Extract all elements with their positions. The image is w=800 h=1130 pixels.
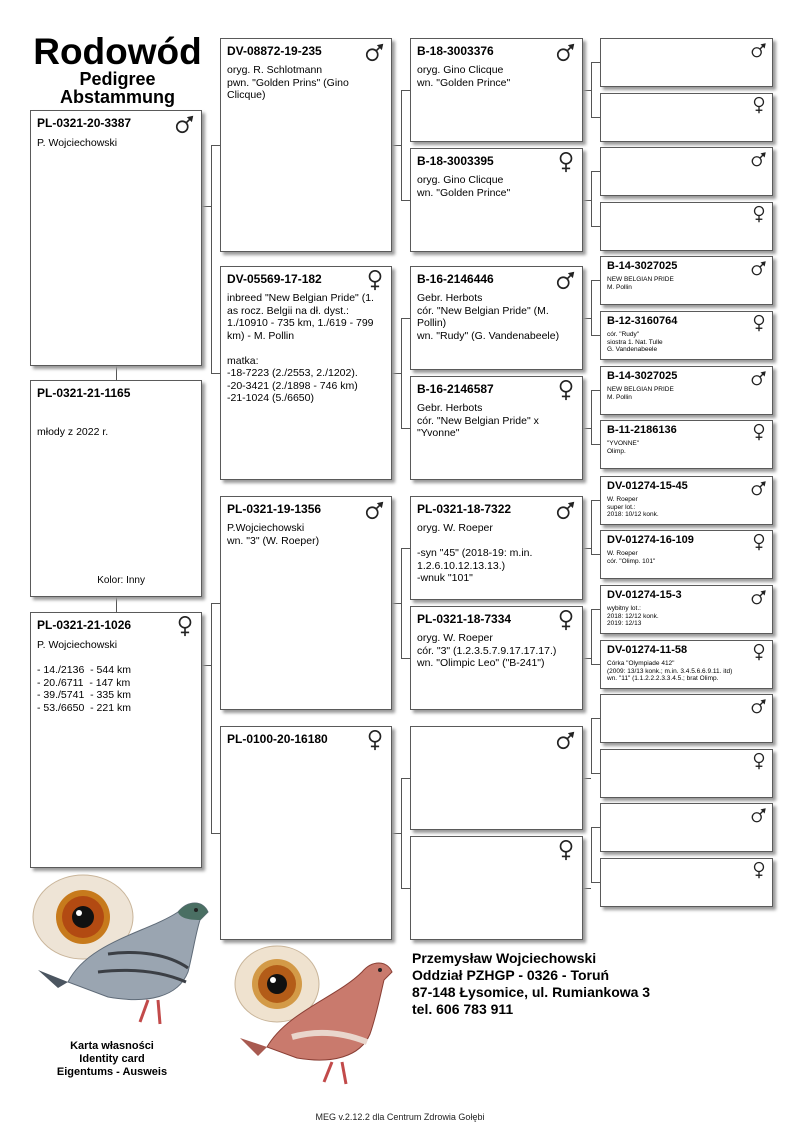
connector-line [591, 444, 600, 445]
connector-line [583, 318, 591, 319]
ring-number: B-18-3003376 [417, 44, 494, 58]
pigeon-info: Gebr. Herbots cór. "New Belgian Pride" (M. Pollin) wn. "Rudy" (G. Vandenabeele) [417, 292, 560, 342]
connector-line [583, 428, 591, 429]
subject-info: P. Wojciechowski [37, 137, 118, 149]
connector-line [202, 206, 211, 207]
ring-number: DV-05569-17-182 [227, 272, 322, 286]
card-line-pl: Karta własności [70, 1040, 154, 1052]
connector-line [401, 548, 402, 658]
great-grandparent-card[interactable] [600, 749, 773, 798]
owner-branch: Oddział PZHGP - 0326 - Toruń [412, 967, 610, 983]
great-grandparent-card[interactable] [600, 93, 773, 142]
connector-line [583, 90, 591, 91]
subtitle-pedigree: Pedigree [79, 69, 156, 89]
female-icon [750, 423, 768, 441]
pigeon-illustration-blue [28, 872, 218, 1037]
pigeon-info: oryg. W. Roeper -syn "45" (2018-19: m.in. 1.2.6.10.12.13.13.) -wnuk "101" [417, 522, 533, 584]
male-icon [364, 499, 386, 521]
connector-line [583, 548, 591, 549]
pigeon-info: oryg. W. Roeper cór. "3" (1.2.3.5.7.9.17.17.17.) wn. "Olimpic Leo" ("B-241") [417, 632, 557, 669]
grandparent-card[interactable] [410, 606, 583, 710]
great-grandparent-card[interactable] [600, 256, 773, 305]
male-icon [750, 259, 768, 277]
pigeon-info: NEW BELGIAN PRIDE M. Pollin [607, 386, 674, 401]
great-grandparent-card[interactable] [600, 803, 773, 852]
connector-line [392, 145, 401, 146]
connector-line [591, 827, 600, 828]
pigeon-info: W. Roeper cór. "Olimp. 101" [607, 550, 656, 565]
ring-number: PL-0321-18-7334 [417, 612, 512, 626]
male-icon [750, 150, 768, 168]
dam-card[interactable] [220, 266, 392, 480]
ring-number: PL-0321-18-7322 [417, 502, 512, 516]
male-icon [555, 41, 577, 63]
hen-card[interactable] [30, 612, 202, 868]
great-grandparent-card[interactable] [600, 640, 773, 689]
connector-line [591, 773, 600, 774]
hen-ring-number: PL-0321-21-1026 [37, 618, 132, 632]
young-ring-number: PL-0321-21-1165 [37, 386, 131, 400]
connector-line [591, 882, 600, 883]
connector-line [591, 226, 600, 227]
female-icon [555, 151, 577, 173]
male-icon [750, 369, 768, 387]
grandparent-card[interactable] [410, 376, 583, 480]
male-icon [750, 588, 768, 606]
connector-line [401, 318, 410, 319]
connector-line [401, 658, 410, 659]
connector-line [401, 428, 410, 429]
ring-number: DV-01274-15-45 [607, 480, 688, 492]
pigeon-info: "YVONNE" Olimp. [607, 440, 640, 455]
connector-line [583, 778, 591, 779]
ring-number: DV-01274-15-3 [607, 589, 682, 601]
pigeon-info: P.Wojciechowski wn. "3" (W. Roeper) [227, 522, 320, 547]
connector-line [211, 833, 220, 834]
ring-number: B-18-3003395 [417, 154, 494, 168]
male-icon [750, 41, 768, 59]
connector-line [591, 335, 600, 336]
connector-line [211, 145, 220, 146]
female-icon [555, 379, 577, 401]
dam2-card[interactable] [220, 726, 392, 940]
connector-line [591, 554, 600, 555]
connector-line [583, 888, 591, 889]
male-icon [555, 269, 577, 291]
female-icon [364, 269, 386, 291]
pigeon-info: Córka "Olympiade 412" (2009: 13/13 konk.; m.in. 3.4.5.6.6.9.11. itd) wn. "11" (1.1.2.2.2.3.3.4.5.; brat Olimp. [607, 660, 733, 682]
female-icon [750, 533, 768, 551]
ring-number: DV-01274-16-109 [607, 534, 694, 546]
connector-line [211, 603, 212, 833]
pigeon-illustration-red [232, 942, 402, 1087]
connector-line [591, 609, 600, 610]
connector-line [401, 548, 410, 549]
page-title: Rodowód [33, 31, 202, 72]
card-line-de: Eigentums - Ausweis [56, 1066, 168, 1078]
grandparent-card[interactable] [410, 836, 583, 940]
female-icon [555, 609, 577, 631]
hen-info: P. Wojciechowski - 14./2136 - 544 km - 20./6711 - 147 km - 39./5741 - 335 km - 53./6650 - 221 km [37, 639, 131, 714]
sire-card[interactable] [220, 38, 392, 252]
connector-line [591, 62, 600, 63]
connector-line [401, 90, 410, 91]
male-icon [750, 806, 768, 824]
great-grandparent-card[interactable] [600, 585, 773, 634]
pigeon-info: oryg. R. Schlotmann pwn. "Golden Prins" (Gino Clicque) [227, 64, 349, 101]
connector-line [591, 117, 600, 118]
ring-number: PL-0100-20-16180 [227, 732, 328, 746]
pigeon-info: oryg. Gino Clicque wn. "Golden Prince" [417, 174, 511, 199]
owner-phone: tel. 606 783 911 [412, 1001, 514, 1017]
connector-line [401, 90, 402, 200]
color-label: Kolor: Inny [97, 575, 145, 586]
great-grandparent-card[interactable] [600, 311, 773, 360]
grandparent-card[interactable] [410, 148, 583, 252]
subject-card[interactable] [30, 110, 202, 366]
ring-number: B-16-2146587 [417, 382, 494, 396]
ring-number: B-16-2146446 [417, 272, 494, 286]
grandparent-card[interactable] [410, 726, 583, 830]
connector-line [211, 145, 212, 374]
pigeon-info: inbreed "New Belgian Pride" (1. as rocz. Belgii na dł. dyst.: 1./10910 - 735 km, 1./619 - 799 km) - M. Pollin matka: -18-7223 (2./2553, 2./1202). -20-3421 (2./1898 - 746 km) -21-1024 (5./6650) [227, 292, 374, 404]
grandparent-card[interactable] [410, 38, 583, 142]
connector-line [401, 200, 410, 201]
connector-line [392, 833, 401, 834]
great-grandparent-card[interactable] [600, 530, 773, 579]
young-pigeon-card[interactable] [30, 380, 202, 597]
connector-line [116, 366, 117, 380]
female-icon [364, 729, 386, 751]
connector-line [401, 778, 410, 779]
grandparent-card[interactable] [410, 496, 583, 600]
great-grandparent-card[interactable] [600, 420, 773, 469]
female-icon [750, 861, 768, 879]
connector-line [591, 390, 592, 444]
connector-line [591, 500, 600, 501]
pigeon-info: NEW BELGIAN PRIDE M. Pollin [607, 276, 674, 291]
female-icon [174, 615, 196, 637]
ring-number: DV-01274-11-58 [607, 644, 688, 656]
connector-line [591, 664, 600, 665]
ring-number: B-14-3027025 [607, 370, 678, 382]
ring-number: B-14-3027025 [607, 260, 678, 272]
female-icon [750, 643, 768, 661]
card-line-en: Identity card [79, 1053, 145, 1065]
connector-line [116, 597, 117, 612]
male-icon [174, 113, 196, 135]
connector-line [591, 390, 600, 391]
connector-line [591, 280, 600, 281]
ring-number: B-12-3160764 [607, 315, 678, 327]
male-icon [555, 499, 577, 521]
connector-line [401, 318, 402, 428]
identity-card-caption [22, 1040, 202, 1079]
connector-line [392, 603, 401, 604]
connector-line [591, 171, 600, 172]
owner-address: 87-148 Łysomice, ul. Rumiankowa 3 [412, 984, 651, 1000]
subject-ring-number: PL-0321-20-3387 [37, 116, 132, 130]
connector-line [591, 171, 592, 226]
subtitle-abstammung: Abstammung [59, 87, 175, 107]
female-icon [750, 314, 768, 332]
connector-line [591, 718, 592, 773]
connector-line [591, 609, 592, 664]
male-icon [750, 697, 768, 715]
female-icon [750, 96, 768, 114]
great-grandparent-card[interactable] [600, 366, 773, 415]
great-grandparent-card[interactable] [600, 694, 773, 743]
great-grandparent-card[interactable] [600, 858, 773, 907]
young-info: młody z 2022 r. [37, 426, 109, 438]
footer-version: MEG v.2.12.2 dla Centrum Zdrowia Gołębi [315, 1112, 485, 1122]
connector-line [401, 888, 410, 889]
ring-number: PL-0321-19-1356 [227, 502, 322, 516]
male-icon [555, 729, 577, 751]
great-grandparent-card[interactable] [600, 202, 773, 251]
connector-line [401, 778, 402, 888]
female-icon [750, 205, 768, 223]
connector-line [583, 658, 591, 659]
pigeon-info: Gebr. Herbots cór. "New Belgian Pride" x "Yvonne" [417, 402, 539, 439]
owner-info [412, 950, 650, 1018]
connector-line [591, 280, 592, 335]
grandparent-card[interactable] [410, 266, 583, 370]
female-icon [555, 839, 577, 861]
great-grandparent-card[interactable] [600, 147, 773, 196]
great-grandparent-card[interactable] [600, 38, 773, 87]
male-icon [750, 479, 768, 497]
connector-line [211, 603, 220, 604]
connector-line [392, 373, 401, 374]
pigeon-info: W. Roeper super lot.: 2018: 10/12 konk. [607, 496, 659, 518]
connector-line [211, 373, 220, 374]
male-icon [364, 41, 386, 63]
connector-line [591, 827, 592, 882]
connector-line [583, 200, 591, 201]
sire2-card[interactable] [220, 496, 392, 710]
connector-line [591, 500, 592, 554]
female-icon [750, 752, 768, 770]
pigeon-info: oryg. Gino Clicque wn. "Golden Prince" [417, 64, 511, 89]
ring-number: B-11-2186136 [607, 424, 677, 436]
pigeon-info: cór. "Rudy" siostra 1. Nat. Tulle G. Vandenabeele [607, 331, 663, 353]
great-grandparent-card[interactable] [600, 476, 773, 525]
owner-name: Przemysław Wojciechowski [412, 950, 597, 966]
connector-line [202, 665, 211, 666]
connector-line [591, 718, 600, 719]
pigeon-info: wybitny lot.: 2018: 12/12 konk. 2019: 12/13 [607, 605, 659, 627]
connector-line [591, 62, 592, 117]
ring-number: DV-08872-19-235 [227, 44, 322, 58]
